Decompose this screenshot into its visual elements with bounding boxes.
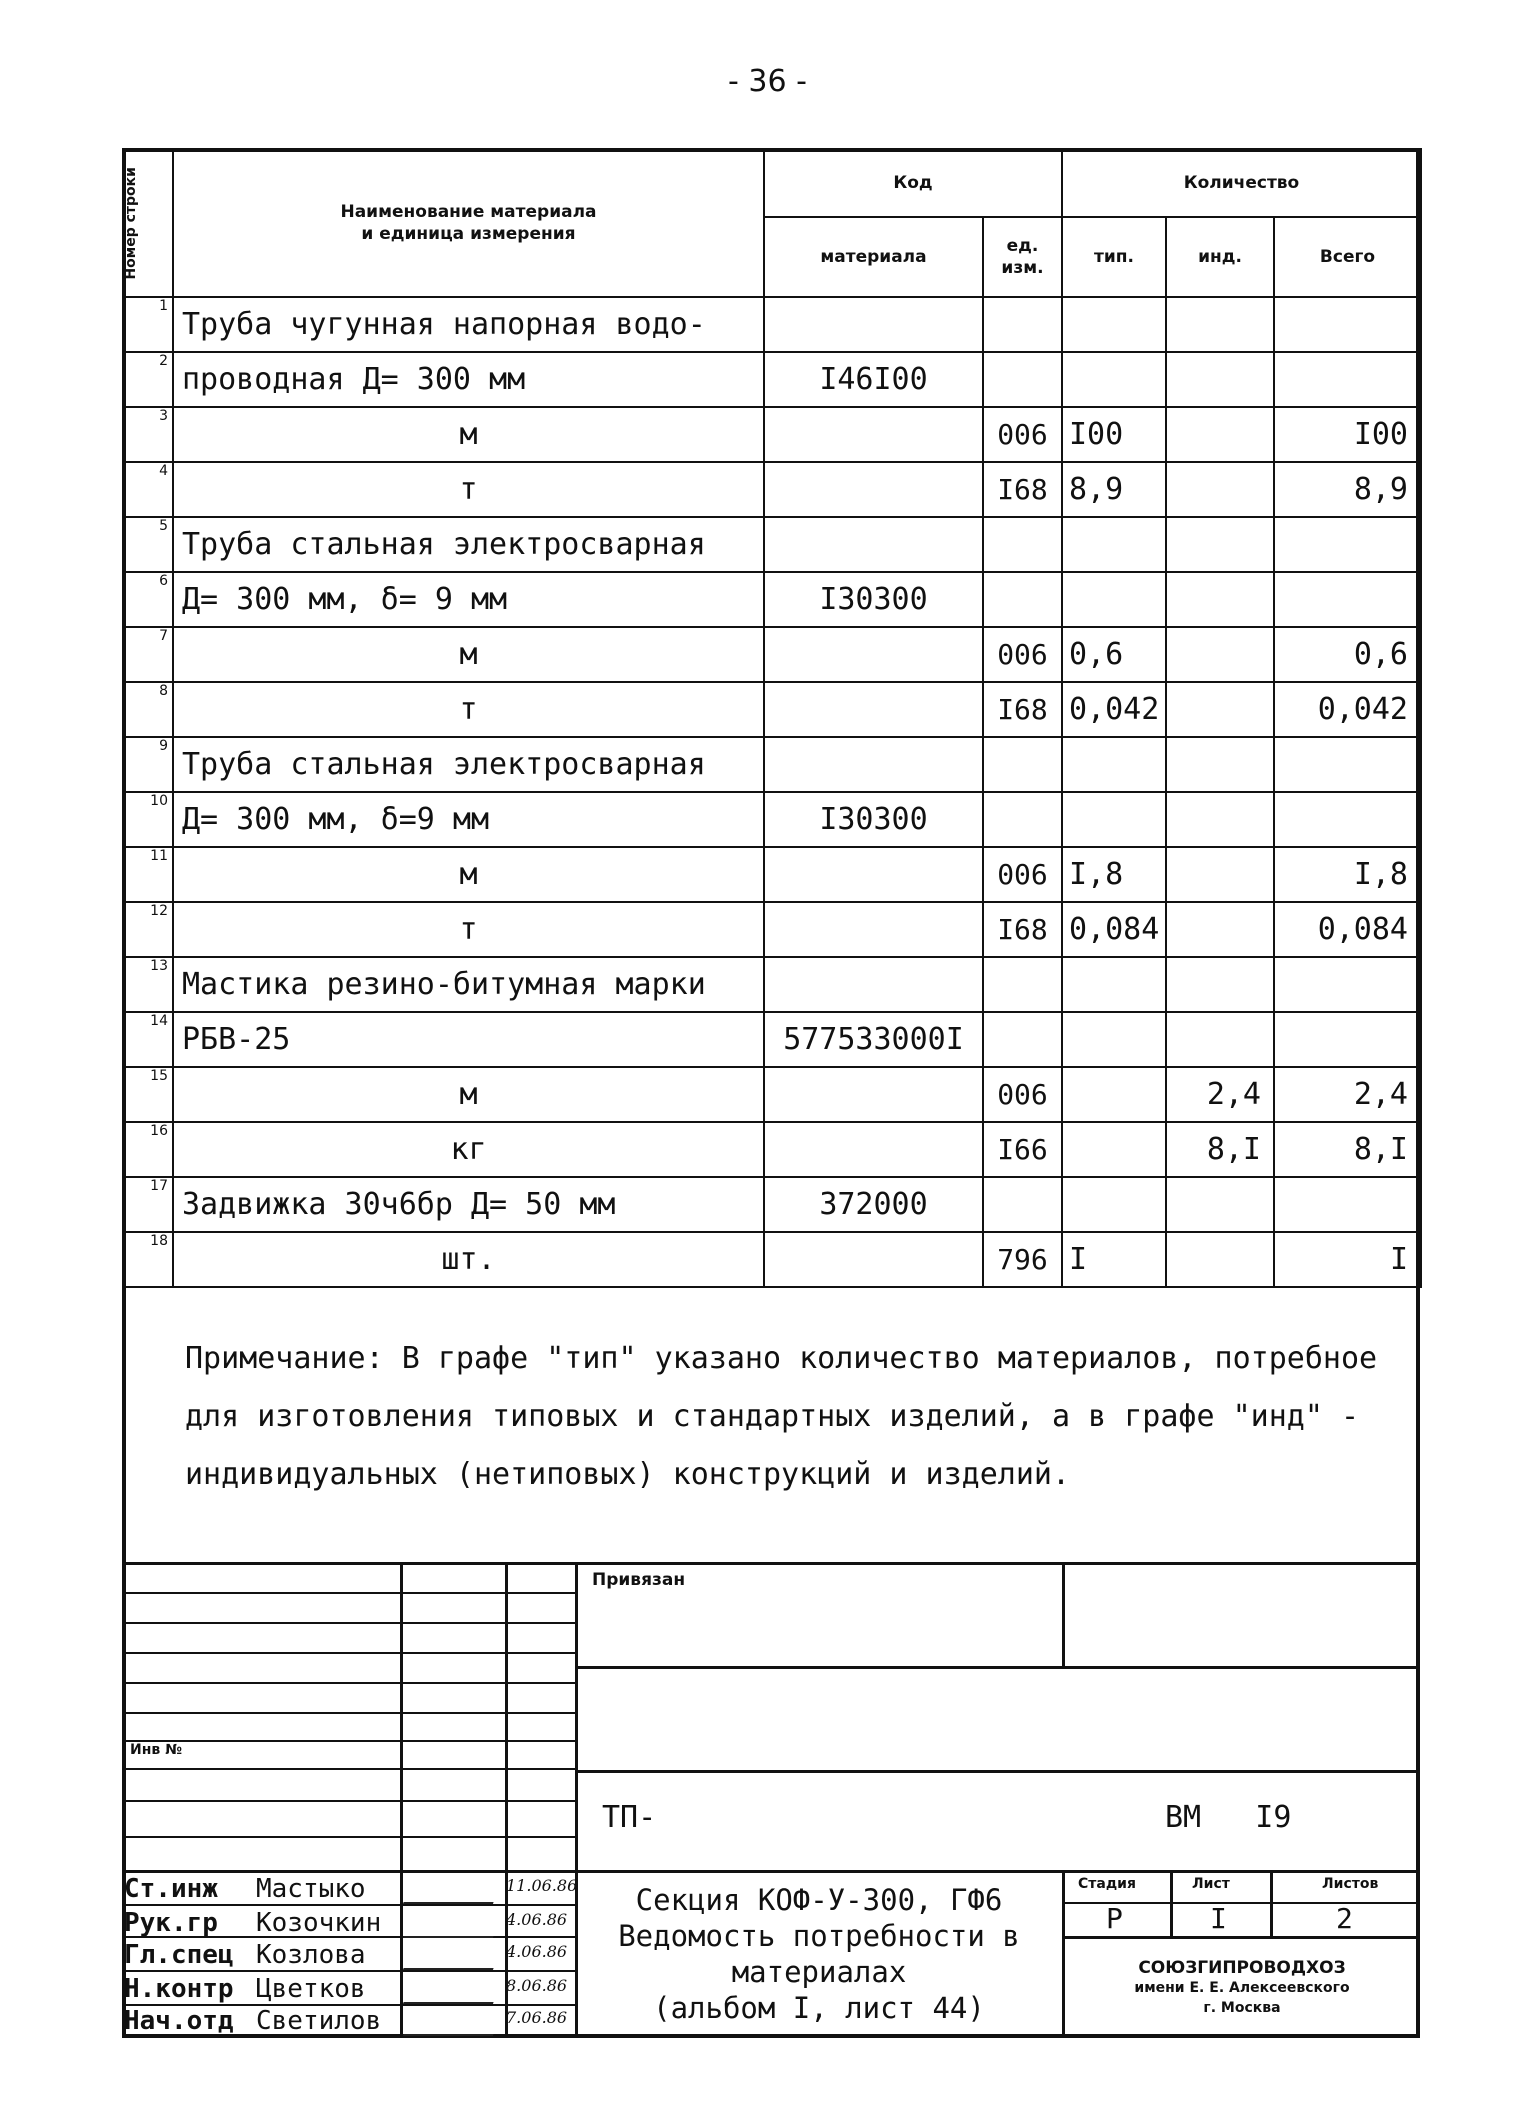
qty-ind [1166,792,1274,847]
header-code-unit: ед. изм. [983,217,1062,297]
material-code [764,902,983,957]
table-row [123,847,1421,902]
qty-ind [1166,462,1274,517]
unit-code: 006 [983,1067,1062,1122]
row-number: 6 [123,572,173,627]
qty-type [1062,792,1166,847]
material-code [764,682,983,737]
unit-code [983,517,1062,572]
qty-type: 0,084 [1062,902,1166,957]
qty-ind [1166,1012,1274,1067]
qty-total: 8,I [1274,1122,1421,1177]
row-number: 14 [123,1012,173,1067]
row-number: 4 [123,462,173,517]
staff-signature [403,1976,503,2004]
staff-role: Нач.отд [124,2006,234,2036]
header-material-name: Наименование материала и единица измерения [173,149,764,297]
material-code: I30300 [764,792,983,847]
staff-signature [403,1876,503,1904]
table-row [123,462,1421,517]
staff-signature [403,1910,503,1938]
staff-date: 4.06.86 [506,1942,568,1961]
material-name: т [173,902,764,957]
table-row [123,957,1421,1012]
unit-code [983,737,1062,792]
org-line: г. Москва [1203,2000,1281,2016]
title-line: материалах [731,1955,907,1989]
material-name: Мастика резино-битумная марки [173,957,764,1012]
qty-type: 0,6 [1062,627,1166,682]
qty-ind: 8,I [1166,1122,1274,1177]
qty-total: 0,042 [1274,682,1421,737]
row-number: 16 [123,1122,173,1177]
qty-ind [1166,517,1274,572]
qty-total [1274,1177,1421,1232]
staff-name: Козлова [256,1940,366,1970]
qty-total [1274,352,1421,407]
staff-name: Козочкин [256,1908,382,1938]
row-number: 17 [123,1177,173,1232]
table-row [123,1012,1421,1067]
qty-ind [1166,957,1274,1012]
table-row [123,792,1421,847]
table-row [123,1177,1421,1232]
sheets-value: 2 [1336,1902,1353,1935]
qty-total: 2,4 [1274,1067,1421,1122]
table-row [123,682,1421,737]
material-code [764,737,983,792]
material-code: 577533000I [764,1012,983,1067]
material-code [764,462,983,517]
staff-date: 8.06.86 [506,1976,568,1995]
header-code-material: материала [764,217,983,297]
staff-role: Н.контр [124,1974,234,2004]
qty-total [1274,517,1421,572]
unit-code: I68 [983,462,1062,517]
staff-signature [403,1942,503,1970]
row-number: 9 [123,737,173,792]
staff-name: Светилов [256,2006,382,2036]
document-code-right: ВМ I9 [1165,1800,1292,1835]
page-number: - 36 - [728,64,807,99]
material-code [764,957,983,1012]
qty-total: 8,9 [1274,462,1421,517]
qty-total [1274,572,1421,627]
unit-code [983,1012,1062,1067]
unit-code: I68 [983,682,1062,737]
staff-date: 11.06.86 [506,1876,578,1895]
qty-type [1062,737,1166,792]
document-title [578,1882,1060,2026]
title-line: Секция КОФ-У-300, ГФ6 [635,1883,1003,1917]
qty-total: I00 [1274,407,1421,462]
material-code [764,1232,983,1287]
qty-total [1274,737,1421,792]
note-line: Примечание: В графе "тип" указано количество материалов, потребное [185,1341,1378,1376]
qty-ind [1166,352,1274,407]
material-code: 372000 [764,1177,983,1232]
qty-type [1062,957,1166,1012]
row-number: 8 [123,682,173,737]
material-name: Труба стальная электросварная [173,737,764,792]
title-line: (альбом I, лист 44) [653,1991,985,2025]
title-line: Ведомость потребности в [618,1919,1020,1953]
table-row [123,1122,1421,1177]
qty-ind [1166,847,1274,902]
material-code [764,627,983,682]
qty-type [1062,352,1166,407]
staff-role: Гл.спец [124,1940,234,1970]
row-number: 2 [123,352,173,407]
unit-code: 006 [983,627,1062,682]
material-name: РБВ-25 [173,1012,764,1067]
material-name: Труба стальная электросварная [173,517,764,572]
material-code [764,1122,983,1177]
qty-total [1274,297,1421,352]
unit-code: I68 [983,902,1062,957]
staff-role: Ст.инж [124,1874,218,1904]
stage-value: Р [1106,1902,1123,1935]
material-code [764,847,983,902]
org-line: СОЮЗГИПРОВОДХОЗ [1138,1958,1346,1978]
qty-total: 0,084 [1274,902,1421,957]
qty-ind [1166,627,1274,682]
material-name: Д= 300 мм, δ=9 мм [173,792,764,847]
staff-date: 7.06.86 [506,2008,568,2027]
privyazan-label: Привязан [592,1570,686,1590]
qty-total [1274,792,1421,847]
staff-name: Цветков [256,1974,366,2004]
material-code [764,297,983,352]
unit-code [983,957,1062,1012]
table-row [123,1067,1421,1122]
row-number: 1 [123,297,173,352]
document-code-left: ТП- [602,1800,657,1835]
material-name: м [173,627,764,682]
staff-role: Рук.гр [124,1908,218,1938]
material-code [764,407,983,462]
qty-ind [1166,407,1274,462]
material-name: т [173,462,764,517]
staff-name: Мастыко [256,1874,366,1904]
qty-type [1062,297,1166,352]
header-code-group: Код [764,149,1062,217]
unit-code: 006 [983,407,1062,462]
unit-code: 006 [983,847,1062,902]
material-name: проводная Д= 300 мм [173,352,764,407]
qty-type: 0,042 [1062,682,1166,737]
material-name: Задвижка 30ч6бр Д= 50 мм [173,1177,764,1232]
row-number: 11 [123,847,173,902]
material-name: м [173,1067,764,1122]
qty-total: I,8 [1274,847,1421,902]
qty-total [1274,1012,1421,1067]
qty-type [1062,572,1166,627]
header-qty-total: Всего [1274,217,1421,297]
qty-ind [1166,572,1274,627]
qty-type [1062,517,1166,572]
qty-ind [1166,1177,1274,1232]
material-code [764,517,983,572]
row-number: 18 [123,1232,173,1287]
qty-ind: 2,4 [1166,1067,1274,1122]
row-number: 5 [123,517,173,572]
unit-code [983,572,1062,627]
row-number: 10 [123,792,173,847]
qty-total: I [1274,1232,1421,1287]
row-number: 15 [123,1067,173,1122]
qty-type [1062,1012,1166,1067]
inventory-number-label: Инв № [130,1742,182,1758]
table-row [123,737,1421,792]
header-qty-ind: инд. [1166,217,1274,297]
stage-label: Стадия [1078,1876,1136,1892]
table-row [123,517,1421,572]
qty-type: I,8 [1062,847,1166,902]
unit-code [983,297,1062,352]
qty-type: I [1062,1232,1166,1287]
material-code: I46I00 [764,352,983,407]
table-row [123,352,1421,407]
qty-type [1062,1177,1166,1232]
material-name: м [173,847,764,902]
table-row [123,627,1421,682]
unit-code [983,352,1062,407]
qty-ind [1166,297,1274,352]
material-name: шт. [173,1232,764,1287]
qty-ind [1166,682,1274,737]
material-name: Труба чугунная напорная водо- [173,297,764,352]
org-line: имени Е. Е. Алексеевского [1134,1980,1350,1996]
table-row [123,407,1421,462]
sheet-label: Лист [1192,1876,1230,1892]
materials-table [122,148,1422,1288]
row-number: 3 [123,407,173,462]
materials-body [123,297,1421,1287]
row-number: 13 [123,957,173,1012]
unit-code: I66 [983,1122,1062,1177]
table-row [123,572,1421,627]
material-name: Д= 300 мм, δ= 9 мм [173,572,764,627]
material-name: т [173,682,764,737]
header-quantity-group: Количество [1062,149,1421,217]
organization [1064,1958,1420,2018]
qty-type: I00 [1062,407,1166,462]
material-code: I30300 [764,572,983,627]
material-code [764,1067,983,1122]
table-row [123,297,1421,352]
note-line: для изготовления типовых и стандартных изделий, а в графе "инд" - [185,1399,1359,1434]
material-name: м [173,407,764,462]
unit-code: 796 [983,1232,1062,1287]
table-row [123,1232,1421,1287]
row-number: 7 [123,627,173,682]
qty-ind [1166,902,1274,957]
qty-total [1274,957,1421,1012]
qty-type [1062,1067,1166,1122]
qty-total: 0,6 [1274,627,1421,682]
staff-signature [403,2008,503,2036]
note [185,1330,1405,1504]
sheets-label: Листов [1322,1876,1379,1892]
qty-ind [1166,1232,1274,1287]
qty-type [1062,1122,1166,1177]
material-name: кг [173,1122,764,1177]
staff-date: 4.06.86 [506,1910,568,1929]
row-number: 12 [123,902,173,957]
header-row-number: Номер строки [123,149,173,297]
qty-ind [1166,737,1274,792]
qty-type: 8,9 [1062,462,1166,517]
note-line: индивидуальных (нетиповых) конструкций и изделий. [185,1457,1071,1492]
sheet-value: I [1210,1902,1227,1935]
unit-code [983,792,1062,847]
header-qty-type: тип. [1062,217,1166,297]
table-row [123,902,1421,957]
unit-code [983,1177,1062,1232]
